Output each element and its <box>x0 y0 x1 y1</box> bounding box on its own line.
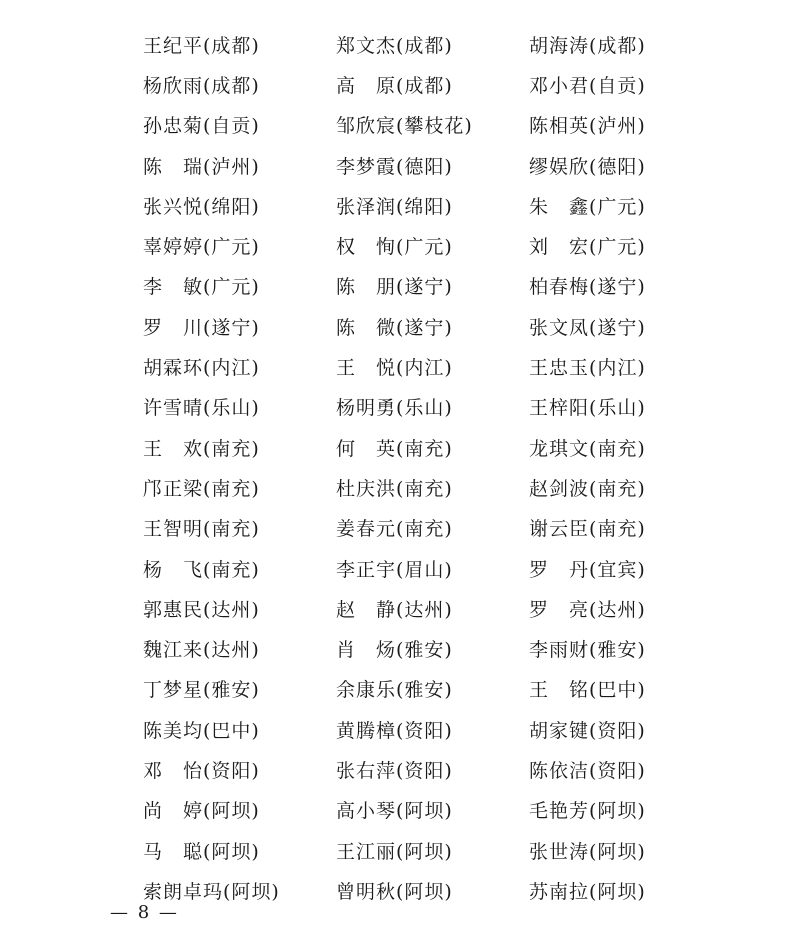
name-entry: 郭惠民(达州) <box>143 598 260 621</box>
name-entry: 毛艳芳(阿坝) <box>529 800 646 823</box>
name-entry: 胡海涛(成都) <box>529 34 646 57</box>
name-entry: 王 悦(内江) <box>336 357 453 380</box>
name-entry: 李梦霞(德阳) <box>336 155 453 178</box>
name-entry: 魏江来(达州) <box>143 639 260 662</box>
name-entry: 孙忠菊(自贡) <box>143 115 260 138</box>
name-entry: 杜庆洪(南充) <box>336 477 453 500</box>
name-entry: 王 欢(南充) <box>143 437 260 460</box>
name-entry: 刘 宏(广元) <box>529 236 646 259</box>
name-entry: 郑文杰(成都) <box>336 34 453 57</box>
name-entry: 王 铭(巴中) <box>529 679 646 702</box>
name-entry: 龙琪文(南充) <box>529 437 646 460</box>
name-entry: 罗 丹(宜宾) <box>529 558 646 581</box>
name-entry: 赵 静(达州) <box>336 598 453 621</box>
name-entry: 高 原(成都) <box>336 74 453 97</box>
name-entry: 胡霖环(内江) <box>143 357 260 380</box>
name-entry: 陈相英(泸州) <box>529 115 646 138</box>
name-entry: 尚 婷(阿坝) <box>143 800 260 823</box>
name-entry: 王江丽(阿坝) <box>336 840 453 863</box>
name-entry: 赵剑波(南充) <box>529 477 646 500</box>
name-entry: 许雪晴(乐山) <box>143 397 260 420</box>
name-entry: 张文凤(遂宁) <box>529 316 646 339</box>
name-entry: 高小琴(阿坝) <box>336 800 453 823</box>
name-entry: 余康乐(雅安) <box>336 679 453 702</box>
name-entry: 李 敏(广元) <box>143 276 260 299</box>
name-entry: 李正宇(眉山) <box>336 558 453 581</box>
name-entry: 李雨财(雅安) <box>529 639 646 662</box>
name-entry: 陈 微(遂宁) <box>336 316 453 339</box>
name-entry: 王智明(南充) <box>143 518 260 541</box>
name-entry: 邓 怡(资阳) <box>143 759 260 782</box>
name-entry: 王纪平(成都) <box>143 34 260 57</box>
name-entry: 罗 川(遂宁) <box>143 316 260 339</box>
name-entry: 王忠玉(内江) <box>529 357 646 380</box>
name-entry: 柏春梅(遂宁) <box>529 276 646 299</box>
name-entry: 陈 朋(遂宁) <box>336 276 453 299</box>
name-entry: 苏南拉(阿坝) <box>529 880 646 903</box>
name-entry: 邓小君(自贡) <box>529 74 646 97</box>
name-entry: 索朗卓玛(阿坝) <box>143 880 280 903</box>
name-entry: 谢云臣(南充) <box>529 518 646 541</box>
name-entry: 张世涛(阿坝) <box>529 840 646 863</box>
name-entry: 杨明勇(乐山) <box>336 397 453 420</box>
name-entry: 杨 飞(南充) <box>143 558 260 581</box>
name-entry: 马 聪(阿坝) <box>143 840 260 863</box>
name-entry: 张兴悦(绵阳) <box>143 195 260 218</box>
name-entry: 辜婷婷(广元) <box>143 236 260 259</box>
name-entry: 何 英(南充) <box>336 437 453 460</box>
name-entry: 陈依洁(资阳) <box>529 759 646 782</box>
name-entry: 杨欣雨(成都) <box>143 74 260 97</box>
name-entry: 丁梦星(雅安) <box>143 679 260 702</box>
page-number: — 8 — <box>110 902 179 923</box>
name-entry: 姜春元(南充) <box>336 518 453 541</box>
name-entry: 肖 炀(雅安) <box>336 639 453 662</box>
name-entry: 权 恂(广元) <box>336 236 453 259</box>
name-entry: 陈美均(巴中) <box>143 719 260 742</box>
name-entry: 胡家键(资阳) <box>529 719 646 742</box>
name-entry: 黄腾樟(资阳) <box>336 719 453 742</box>
name-entry: 缪娱欣(德阳) <box>529 155 646 178</box>
name-entry: 邝正梁(南充) <box>143 477 260 500</box>
name-entry: 张泽润(绵阳) <box>336 195 453 218</box>
name-entry: 邹欣宸(攀枝花) <box>336 115 473 138</box>
name-entry: 王梓阳(乐山) <box>529 397 646 420</box>
name-entry: 曾明秋(阿坝) <box>336 880 453 903</box>
name-entry: 朱 鑫(广元) <box>529 195 646 218</box>
name-entry: 张右萍(资阳) <box>336 759 453 782</box>
name-list <box>143 26 703 913</box>
name-entry: 罗 亮(达州) <box>529 598 646 621</box>
name-entry: 陈 瑞(泸州) <box>143 155 260 178</box>
